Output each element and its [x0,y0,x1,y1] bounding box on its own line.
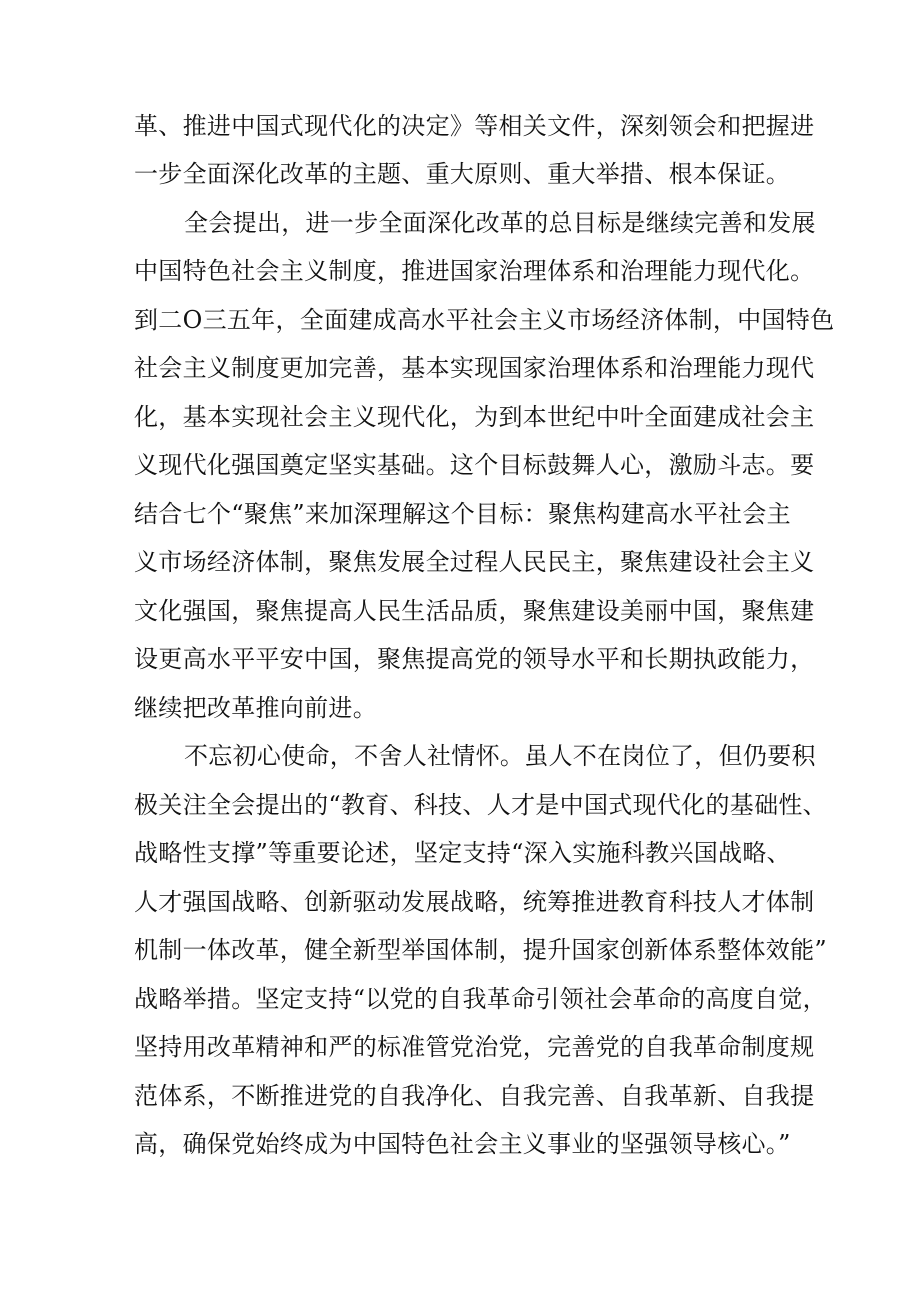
text-line-22: 高，确保党始终成为中国特色社会主义事业的坚强领导核心。” [134,1130,791,1158]
text-line-9: 结合七个“聚焦”来加深理解这个目标：聚焦构建高水平社会主 [134,500,791,528]
text-line-18: 机制一体改革，健全新型举国体制，提升国家创新体系整体效能” [134,936,827,964]
text-line-12: 设更高水平平安中国，聚焦提高党的领导水平和长期执政能力， [134,645,815,673]
text-line-13: 继续把改革推向前进。 [134,694,377,722]
text-line-20: 坚持用改革精神和严的标准管党治党，完善党的自我革命制度规 [134,1033,815,1061]
text-line-4: 中国特色社会主义制度，推进国家治理体系和治理能力现代化。 [134,257,815,285]
text-line-19: 战略举措。坚定支持“以党的自我革命引领社会革命的高度自觉， [134,985,827,1013]
text-line-1: 革、推进中国式现代化的决定》等相关文件，深刻领会和把握进 [134,112,815,140]
text-line-5: 到二O三五年，全面建成高水平社会主义市场经济体制，中国特色 [134,306,835,334]
text-line-10: 义市场经济体制，聚焦发展全过程人民民主，聚焦建设社会主义 [134,548,815,576]
text-line-3: 全会提出，进一步全面深化改革的总目标是继续完善和发展 [184,209,816,237]
text-line-17: 人才强国战略、创新驱动发展战略，统筹推进教育科技人才体制 [134,888,815,916]
text-line-6: 社会主义制度更加完善，基本实现国家治理体系和治理能力现代 [134,354,815,382]
text-line-2: 一步全面深化改革的主题、重大原则、重大举措、根本保证。 [134,160,791,188]
text-line-11: 文化强国，聚焦提高人民生活品质，聚焦建设美丽中国，聚焦建 [134,597,815,625]
text-line-7: 化，基本实现社会主义现代化，为到本世纪中叶全面建成社会主 [134,403,815,431]
text-line-16: 战略性支撑”等重要论述，坚定支持“深入实施科教兴国战略、 [134,839,791,867]
text-line-14: 不忘初心使命，不舍人社情怀。虽人不在岗位了，但仍要积 [184,742,816,770]
text-line-15: 极关注全会提出的“教育、科技、人才是中国式现代化的基础性、 [134,791,827,819]
text-line-21: 范体系，不断推进党的自我净化、自我完善、自我革新、自我提 [134,1082,815,1110]
text-line-8: 义现代化强国奠定坚实基础。这个目标鼓舞人心，激励斗志。要 [134,451,815,479]
